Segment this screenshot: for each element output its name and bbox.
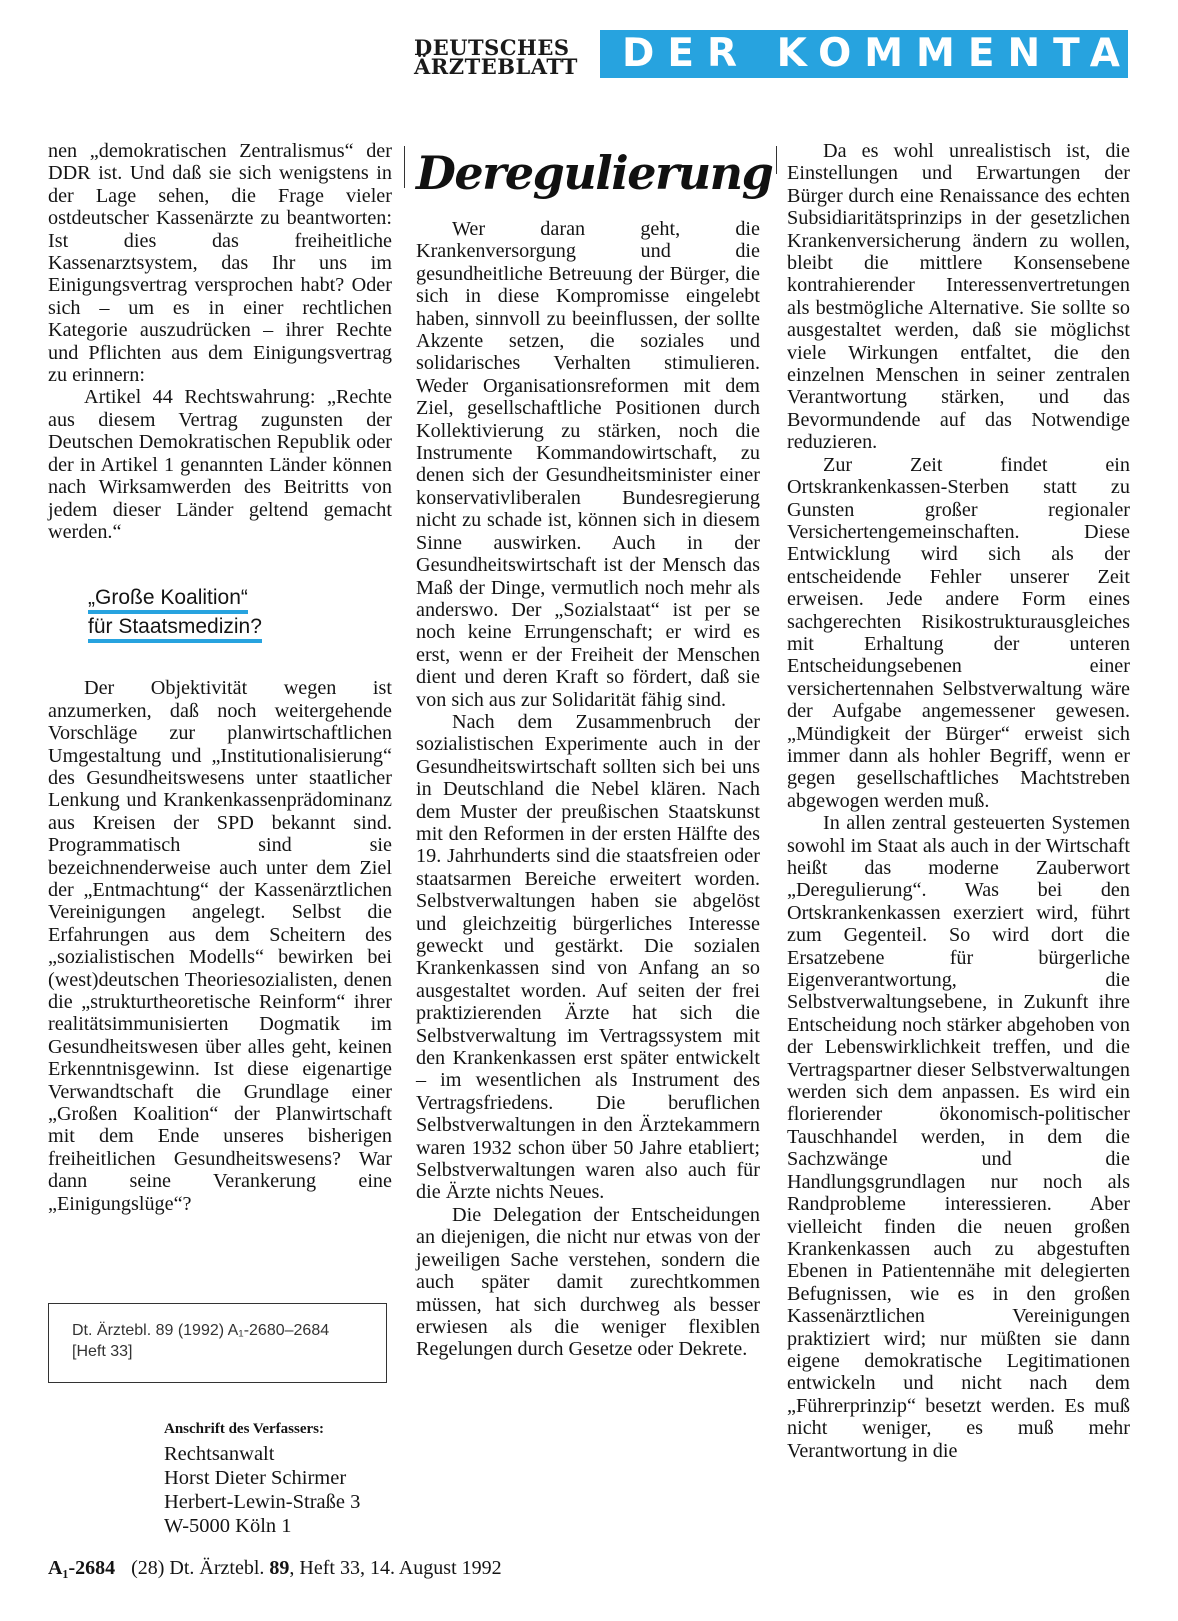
author-address [164,1419,394,1538]
masthead [414,28,1176,80]
col2-paragraph-2: Nach dem Zusammenbruch der sozialistischen Experimente auch in der Gesundheitswirtschaft sollten sich bei uns in Deutschland die Nebel klären. Nach dem Muster der preußischen Staatskunst mit den Reformen in der ersten Hälfte des 19. Jahrhunderts sind die staatsfreien oder staatsarmen Bereiche erweitert worden. Selbstverwaltungen haben sie abgelöst und gleichzeitig bürgerliches Interesse geweckt und gestärkt. Die sozialen Krankenkassen sind von Anfang an so ausgestaltet worden. Auf seiten der frei praktizierenden Ärzte hat sich die Selbstverwaltung im Vertragssystem mit den Krankenkassen erst später entwickelt – im wesentlichen als Instrument des Vertragsfriedens. Die beruflichen Selbstverwaltungen in den Ärztekammern waren 1932 schon über 50 Jahre etabliert; Selbstverwaltungen waren also auch für die Ärzte nichts Neues. [416,710,760,1204]
column-3 [787,140,1130,1462]
footer-journal: (28) Dt. Ärztebl. [131,1557,265,1579]
col1-paragraph-3: Der Objektivität wegen ist anzumerken, daß noch weitergehende Vorschläge zur planwirtschaftlichen Umgestaltung und „Institutionalisierung“ des Gesundheitswesens unter staatlicher Lenkung und Krankenkassenprädominanz aus Kreisen der SPD bekannt sind. Programmatisch sind sie bezeichnenderweise auch unter dem Ziel der „Entmachtung“ der Kassenärztlichen Vereinigungen angelegt. Selbst die Erfahrungen aus dem Scheitern des „sozialistischen Modells“ bewirken bei (west)deutschen Theoriesozialisten, denen die „strukturtheoretische Reinform“ ihrer realitätsimmunisierten Dogmatik im Gesundheitswesen über alles geht, keinen Erkenntnisgewinn. Ist diese eigenartige Verwandtschaft die Grundlage einer „Großen Koalition“ der Planwirtschaft mit dem Ende unseres bisherigen freiheitlichen Gesundheitswesens? War dann seine Verankerung eine „Einigungslüge“? [48,677,392,1215]
page-footer [48,1556,502,1580]
subheading [88,585,328,643]
column-1 [48,140,392,1215]
author-address-line: W-5000 Köln 1 [164,1515,292,1537]
section-banner: DER KOMMENTAR [600,30,1128,78]
logo-line-1: DEUTSCHES [414,35,570,60]
journal-logo [414,35,590,79]
citation-line-2: [Heft 33] [72,1343,133,1360]
col3-paragraph-1: Da es wohl unrealistisch ist, die Einstellungen und Erwartungen der Bürger durch eine Renaissance des echten Subsidiaritätsprinzips in der gesetzlichen Krankenversicherung ändern zu wollen, bleibt die mittlere Konsensebene kontrahierender Interessenvertretungen als bestmögliche Alternative. Sie sollte so ausgestaltet werden, daß sie möglichst viele Wirkungen entfaltet, die den einzelnen Menschen in seiner zentralen Verantwortung stärken, und das Bevormundende auf das Notwendige reduzieren. [787,140,1130,454]
column-2 [416,140,773,1361]
author-address-line: Horst Dieter Schirmer [164,1467,347,1489]
col3-paragraph-3: In allen zentral gesteuerten Systemen sowohl im Staat als auch in der Wirtschaft heißt das moderne Zauberwort „Deregulierung“. Was bei den Ortskrankenkassen exerziert wird, führt zum Gegenteil. So wird dort die Ersatzebene für bürgerliche Eigenverantwortung, die Selbstverwaltungsebene, in Zukunft ihre Entscheidung noch stärker abgehoben von der Lebenswirklichkeit treffen, und die Vertragspartner dieser Selbstverwaltungen werden sich dem anpassen. Es wird ein florierender ökonomisch-politischer Tauschhandel werden, in dem die Sachzwänge und die Handlungsgrundlagen nur noch als Randprobleme interessieren. Aber vielleicht finden die neuen großen Krankenkassen auch zu abgestuften Ebenen in Patientennähe mit delegierten Befugnissen, wie es in den großen Kassenärztlichen Vereinigungen praktiziert wird; nur müßten sie dann eigene demokratische Legitimationen entwickeln und nicht nach dem „Führerprinzip“ besetzt werden. Es muß nicht weniger, es muß mehr Verantwortung in die [787,812,1130,1462]
author-address-line: Rechtsanwalt [164,1443,275,1465]
subheading-line-2: für Staatsmedizin? [88,614,262,643]
logo-line-2: ÄRZTEBLATT [414,54,578,79]
col1-paragraph-2: Artikel 44 Rechtswahrung: „Rechte aus diesem Vertrag zugunsten der Deutschen Demokratischen Republik oder der in Artikel 1 genannten Länder können nach Wirksamwerden des Beitritts von jedem dieser Länder geltend gemacht werden.“ [48,386,392,543]
author-address-line: Herbert-Lewin-Straße 3 [164,1491,361,1513]
author-address-label: Anschrift des Verfassers: [164,1421,324,1437]
col3-paragraph-2: Zur Zeit findet ein Ortskrankenkassen-Sterben statt zu Gunsten großer regionaler Versichertengemeinschaften. Diese Entwicklung wird sich als der entscheidende Fehler unserer Zeit erweisen. Jede andere Form eines sachgerechten Risikostrukturausgleiches mit Erhaltung der unteren Entscheidungsebenen einer versichertennahen Selbstverwaltung wäre der Aufgabe angemessener gewesen. „Mündigkeit der Bürger“ erweist sich immer dann als hohler Begriff, wenn er gegen gesellschaftliches Machtstreben abgewogen werden muß. [787,453,1130,812]
subheading-line-1: „Große Koalition“ [88,585,248,614]
col1-paragraph-1: nen „demokratischen Zentralismus“ der DDR ist. Und daß sie sich wenigstens in der Lage sehen, die Frage vieler ostdeutscher Kassenärzte zu beantworten: Ist dies das freiheitliche Kassenarztsystem, das Ihr uns im Einigungsvertrag versprochen habt? Oder sich – um es in einer rechtlichen Kategorie auszudrücken – ihrer Rechte und Pflichten aus dem Einigungsvertrag zu erinnern: [48,140,392,387]
column-divider-right [776,146,777,174]
citation-box [48,1303,387,1383]
page-number: A₁-2684 [48,1557,116,1579]
citation-line-1: Dt. Ärztebl. 89 (1992) A₁-2680–2684 [72,1322,330,1339]
article-headline: Deregulierung [416,146,773,200]
column-divider-left [404,146,405,188]
footer-issue: , Heft 33, 14. August 1992 [289,1557,502,1579]
col2-paragraph-3: Die Delegation der Entscheidungen an diejenigen, die nicht nur etwas von der jeweiligen Sache verstehen, sondern die auch später damit zurechtkommen müssen, hat sich durchweg als besser erwiesen als die weniger flexiblen Regelungen durch Gesetze oder Dekrete. [416,1203,760,1361]
footer-volume: 89 [269,1557,290,1579]
col2-paragraph-1: Wer daran geht, die Krankenversorgung und die gesundheitliche Betreuung der Bürger, die sich in diese Kompromisse eingelebt haben, sinnvoll zu beeinflussen, der sollte Akzente setzen, die soziales und solidarisches Verhalten stimulieren. Weder Organisationsreformen mit dem Ziel, gesellschaftliche Positionen durch Kollektivierung zu stärken, noch die Instrumente Kommandowirtschaft, zu denen sich der Gesundheitsminister einer konservativliberalen Bundesregierung nicht zu schade ist, können sich in diesem Sinne auswirken. Auch in der Gesundheitswirtschaft ist der Mensch das Maß der Dinge, vermutlich noch mehr als anderswo. Der „Sozialstaat“ ist per se noch keine Errungenschaft; er wird es erst, wenn er der Freiheit der Menschen dient und deren Kraft so fördert, daß sie von sich aus zur Solidarität fähig sind. [416,218,760,711]
